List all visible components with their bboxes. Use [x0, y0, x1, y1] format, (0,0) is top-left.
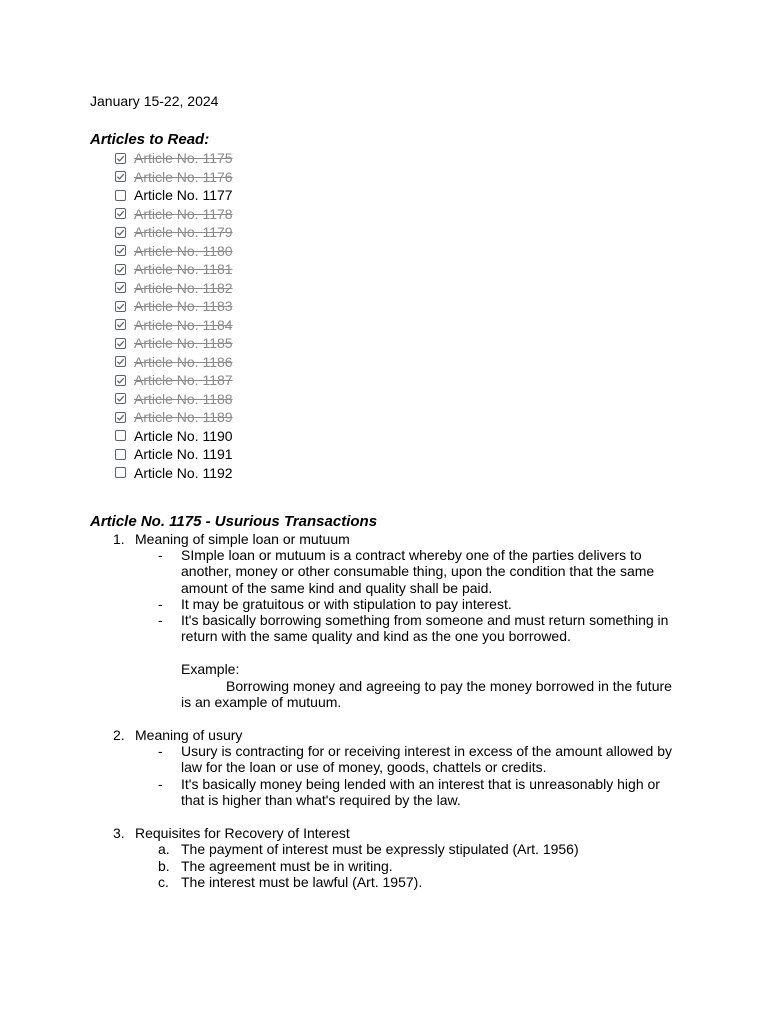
checklist-item — [115, 371, 233, 390]
checklist-item — [115, 464, 233, 483]
list-item-3 — [113, 825, 350, 841]
bullet-dash: - — [158, 547, 163, 563]
checkbox-checked[interactable] — [115, 319, 126, 330]
checkbox-checked[interactable] — [115, 412, 126, 423]
bullet-dash: - — [158, 612, 163, 628]
example-text: Borrowing money and agreeing to pay the money borrowed in the future is an example of mutuum. — [181, 678, 672, 711]
checkmark-icon — [116, 246, 125, 255]
bullet-text: Usury is contracting for or receiving interest in excess of the amount allowed by law for the loan or use of money, goods, chattels or credits. — [181, 743, 673, 776]
sub-letter: a. — [158, 841, 170, 857]
checklist-item-label: Article No. 1180 — [134, 242, 233, 259]
checklist-item-label: Article No. 1178 — [134, 205, 233, 222]
checkmark-icon — [116, 209, 125, 218]
bullet-dash: - — [158, 743, 163, 759]
checkbox-checked[interactable] — [115, 393, 126, 404]
checkbox-checked[interactable] — [115, 338, 126, 349]
checkmark-icon — [116, 228, 125, 237]
checkbox-checked[interactable] — [115, 375, 126, 386]
checklist-item — [115, 223, 233, 242]
checklist-item — [115, 260, 233, 279]
checklist-item — [115, 205, 233, 224]
checklist-item — [115, 242, 233, 261]
checklist-item — [115, 334, 233, 353]
checklist-item-label: Article No. 1191 — [134, 446, 233, 463]
checkbox-unchecked[interactable] — [115, 449, 126, 460]
checkbox-unchecked[interactable] — [115, 430, 126, 441]
checkbox-checked[interactable] — [115, 171, 126, 182]
checklist-item — [115, 445, 233, 464]
checkmark-icon — [116, 265, 125, 274]
example-label: Example: — [181, 661, 240, 677]
checkbox-checked[interactable] — [115, 227, 126, 238]
checklist-item — [115, 149, 233, 168]
checklist-item — [115, 316, 233, 335]
checkmark-icon — [116, 339, 125, 348]
list-number: 2. — [113, 727, 125, 743]
checkbox-checked[interactable] — [115, 282, 126, 293]
checklist-item-label: Article No. 1189 — [134, 409, 233, 426]
checklist-item-label: Article No. 1175 — [134, 150, 233, 167]
checklist-item — [115, 353, 233, 372]
checkmark-icon — [116, 302, 125, 311]
checklist-item-label: Article No. 1192 — [134, 464, 233, 481]
checkbox-checked[interactable] — [115, 301, 126, 312]
checklist-item-label: Article No. 1183 — [134, 298, 233, 315]
bullet-text: SImple loan or mutuum is a contract whereby one of the parties delivers to another, money or other consumable thing, upon the condition that the same amount of the same kind and quality shall be paid. — [181, 547, 655, 596]
checkbox-checked[interactable] — [115, 356, 126, 367]
checkmark-icon — [116, 357, 125, 366]
checklist-item — [115, 408, 233, 427]
checklist-item-label: Article No. 1190 — [134, 427, 233, 444]
list-item-title: Meaning of usury — [135, 727, 243, 743]
checkbox-unchecked[interactable] — [115, 190, 126, 201]
checklist-item-label: Article No. 1177 — [134, 187, 233, 204]
checklist-item — [115, 279, 233, 298]
checklist-item — [115, 168, 233, 187]
checkmark-icon — [116, 320, 125, 329]
checklist-item — [115, 390, 233, 409]
sub-item-text: The agreement must be in writing. — [181, 858, 393, 874]
checkbox-checked[interactable] — [115, 208, 126, 219]
bullet-dash: - — [158, 776, 163, 792]
checklist-item-label: Article No. 1176 — [134, 168, 233, 185]
list-item-title: Requisites for Recovery of Interest — [135, 825, 350, 841]
sub-item-text: The payment of interest must be expressly stipulated (Art. 1956) — [181, 841, 579, 857]
checkbox-checked[interactable] — [115, 245, 126, 256]
checkmark-icon — [116, 283, 125, 292]
checkbox-unchecked[interactable] — [115, 467, 126, 478]
checklist-item-label: Article No. 1181 — [134, 261, 233, 278]
list-number: 3. — [113, 825, 125, 841]
checkmark-icon — [116, 413, 125, 422]
checklist-item-label: Article No. 1185 — [134, 335, 233, 352]
bullet-text: It may be gratuitous or with stipulation to pay interest. — [181, 596, 512, 612]
checklist-item-label: Article No. 1184 — [134, 316, 233, 333]
checklist-item-label: Article No. 1186 — [134, 353, 233, 370]
checklist-item-label: Article No. 1188 — [134, 390, 233, 407]
list-item-2 — [113, 727, 242, 743]
sub-letter: c. — [158, 874, 169, 890]
checkbox-checked[interactable] — [115, 153, 126, 164]
checkmark-icon — [116, 376, 125, 385]
bullet-dash: - — [158, 596, 163, 612]
checklist-item — [115, 427, 233, 446]
sub-letter: b. — [158, 858, 170, 874]
bullet-text: It's basically borrowing something from someone and must return something in return with the same quality and kind as the one you borrowed. — [181, 612, 669, 645]
checkmark-icon — [116, 394, 125, 403]
list-item-title: Meaning of simple loan or mutuum — [135, 531, 350, 547]
list-item-1 — [113, 531, 350, 547]
checklist-item — [115, 186, 233, 205]
checkbox-checked[interactable] — [115, 264, 126, 275]
articles-heading: Articles to Read: — [90, 131, 210, 148]
section-heading: Article No. 1175 - Usurious Transactions — [90, 513, 378, 530]
checklist-item-label: Article No. 1182 — [134, 279, 233, 296]
checklist-item-label: Article No. 1187 — [134, 372, 233, 389]
checklist-item-label: Article No. 1179 — [134, 224, 233, 241]
articles-checklist — [115, 149, 233, 482]
bullet-text: It's basically money being lended with an interest that is unreasonably high or that is higher than what's required by the law. — [181, 776, 660, 809]
checkmark-icon — [116, 154, 125, 163]
checklist-item — [115, 297, 233, 316]
list-number: 1. — [113, 531, 125, 547]
checkmark-icon — [116, 172, 125, 181]
document-date: January 15-22, 2024 — [90, 93, 219, 109]
sub-item-text: The interest must be lawful (Art. 1957). — [181, 874, 423, 890]
